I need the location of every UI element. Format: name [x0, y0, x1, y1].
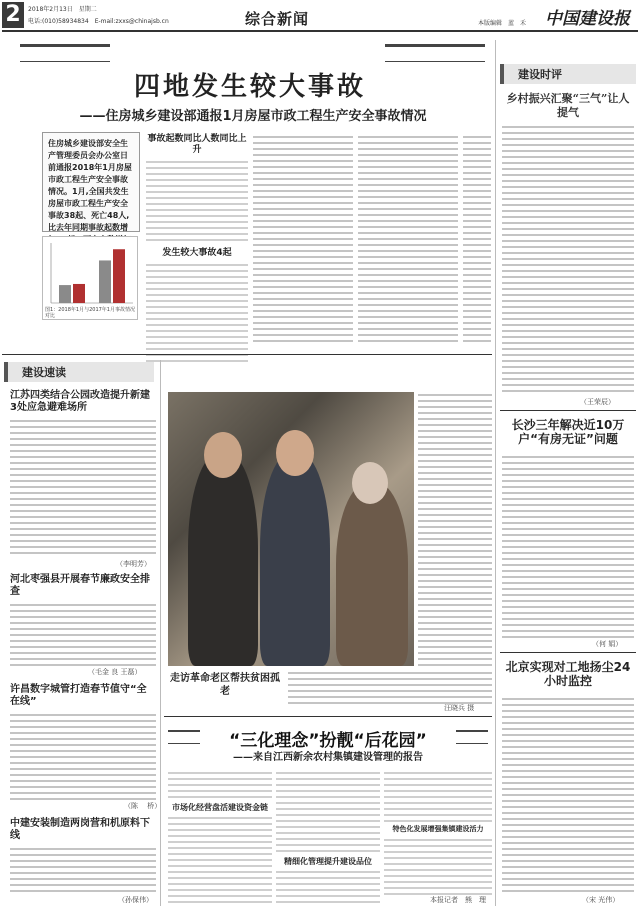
photo-figure — [204, 432, 242, 478]
masthead-rule — [2, 30, 638, 32]
story-text — [146, 262, 248, 366]
story-subhead-b: 发生较大事故4起 — [162, 248, 232, 258]
chart-bar — [59, 285, 71, 303]
section-briefs: 建设速读 — [4, 362, 154, 382]
main-story-col3 — [358, 134, 458, 344]
story-text — [146, 159, 248, 245]
rule — [500, 410, 636, 411]
photo-figure — [188, 452, 258, 666]
contact-line: 电话:(010)58934834 E-mail:zxxs@chinajsb.cn — [28, 18, 169, 25]
headline-ornament-right — [385, 44, 485, 62]
main-story-col4 — [463, 134, 491, 344]
changsha-author: （何 娟） — [592, 640, 623, 648]
issue-date: 2018年2月13日 星期二 — [28, 6, 97, 13]
story-text — [168, 770, 272, 800]
chart-bar — [73, 284, 85, 303]
feature-col2 — [276, 770, 380, 904]
story-text — [384, 837, 492, 895]
story-text — [10, 712, 156, 800]
commentary-text — [502, 124, 634, 396]
beijing-author: （宋 光伟） — [582, 896, 620, 904]
main-subheadline: ——住房城乡建设部通报1月房屋市政工程生产安全事故情况 — [79, 109, 427, 124]
chart-caption: 图1：2018年1月与2017年1月事故情况对比 — [45, 307, 135, 319]
feature-subhead-c: 特色化发展增强集镇建设活力 — [392, 825, 484, 833]
section-title: 综合新闻 — [245, 10, 310, 28]
brief-text — [10, 846, 156, 892]
section-commentary: 建设时评 — [500, 64, 636, 84]
feature-subhead-b: 精细化管理提升建设品位 — [284, 857, 372, 866]
main-headline: 四地发生较大事故 — [133, 72, 366, 102]
feature-col3 — [384, 770, 492, 904]
feature-subhead-a: 市场化经营盘活建设资金链 — [172, 803, 268, 812]
brief-author: （毛金 良 王磊） — [88, 668, 142, 676]
rule — [500, 652, 636, 653]
story-title-changsha: 长沙三年解决近10万户“有房无证”问题 — [511, 418, 625, 446]
story-text — [10, 418, 156, 558]
rule — [2, 354, 492, 355]
rule — [164, 716, 492, 717]
photo-figure — [260, 452, 330, 666]
column-divider — [495, 40, 496, 906]
story-text — [10, 602, 156, 666]
story-text — [288, 670, 492, 704]
page-number: 2 — [2, 2, 24, 28]
brief-author: （陈 桥） — [124, 802, 162, 810]
commentary-title: 乡村振兴汇聚“三气”让人提气 — [506, 92, 630, 119]
story-text — [502, 696, 634, 892]
feature-col1 — [168, 770, 272, 904]
story-text — [168, 815, 272, 903]
newspaper-logo: 中国建设报 — [545, 9, 630, 29]
side-text — [418, 392, 492, 666]
story-text — [502, 454, 634, 638]
lead-paragraph: 住房城乡建设部安全生产管理委员会办公室日前通报2018年1月房屋市政工程生产安全事故情况。1月,全国共发生房屋市政工程生产安全事故38起、死亡48人,比去年同期事故起数增 — [48, 139, 132, 232]
photo-figure — [352, 462, 388, 504]
story-text — [502, 124, 634, 396]
story-text — [418, 392, 492, 666]
story-text — [276, 770, 380, 854]
beijing-text — [502, 696, 634, 892]
brief-author: （孙保伟） — [118, 896, 153, 904]
story-text — [463, 134, 491, 344]
editor-line: 本版编辑 蓝 禾 — [478, 20, 527, 27]
feature-byline: 本报记者 熊 理 — [430, 896, 486, 904]
story-text — [10, 846, 156, 892]
photo-figure — [276, 430, 314, 476]
brief-title: 许昌数字城管打造春节值守“全在线” — [10, 684, 147, 707]
brief-title: 江苏四类结合公园改造提升新建3处应急避难场所 — [10, 390, 150, 413]
column-divider — [160, 360, 161, 906]
story-title-beijing: 北京实现对工地扬尘24小时监控 — [505, 660, 631, 688]
photo-credit: 汪晓兵 摄 — [444, 704, 475, 712]
brief-text — [10, 712, 156, 800]
main-story-col2 — [253, 134, 353, 344]
feature-subtitle: ——来自江西新余农村集镇建设管理的报告 — [233, 752, 423, 763]
chart-bar — [99, 260, 111, 303]
story-text — [253, 134, 353, 344]
brief-title: 河北枣强县开展春节廉政安全排查 — [10, 574, 150, 597]
story-subhead-a: 事故起数同比人数同比上升 — [147, 134, 247, 155]
news-photo — [168, 392, 414, 666]
commentary-author: （王荣辰） — [580, 398, 615, 406]
story-text — [358, 134, 458, 344]
accident-chart — [42, 236, 138, 320]
feature-title: “三化理念”扮靓“后花园” — [200, 726, 456, 751]
story-text — [384, 770, 492, 822]
headline-ornament-left — [20, 44, 110, 62]
brief-title: 中建安装制造两岗营和机原料下线 — [10, 818, 150, 841]
chart-svg — [43, 239, 137, 309]
photo-caption-text — [288, 670, 492, 704]
main-story-col1 — [146, 134, 248, 344]
photo-caption-title: 走访革命老区帮扶贫困孤老 — [170, 673, 280, 697]
brief-text — [10, 602, 156, 666]
brief-text — [10, 418, 156, 558]
photo-figure — [336, 482, 408, 666]
changsha-text — [502, 454, 634, 638]
chart-bar — [113, 249, 125, 303]
story-text — [276, 869, 380, 903]
brief-author: （李明芳） — [116, 560, 151, 568]
